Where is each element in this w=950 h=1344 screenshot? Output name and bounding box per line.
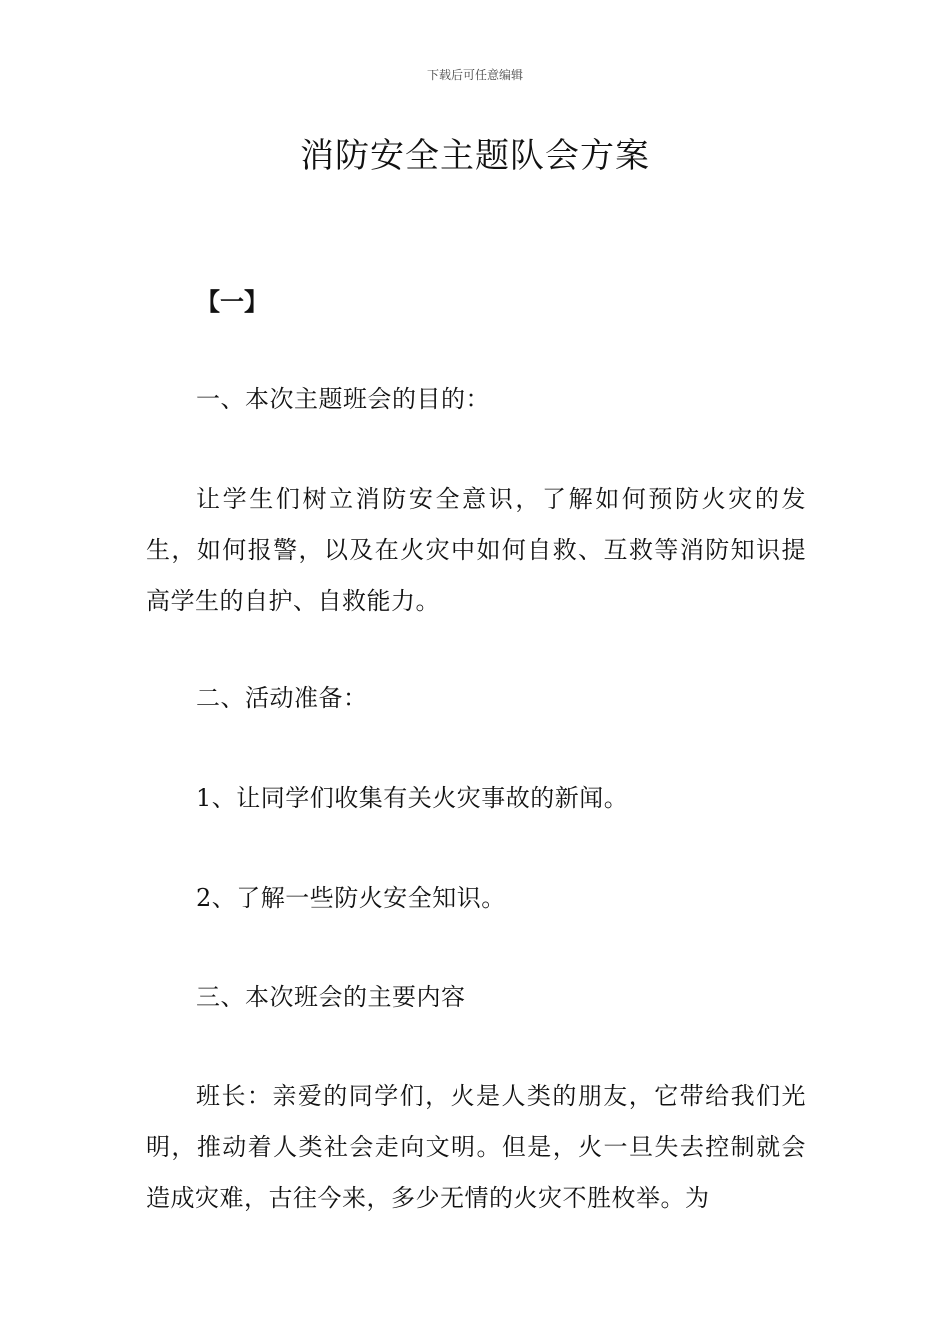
paragraph-purpose: 让学生们树立消防安全意识，了解如何预防火灾的发生，如何报警，以及在火灾中如何自救、互救等消防知识提高学生的自护、自救能力。 bbox=[146, 485, 806, 615]
heading-content: 三、本次班会的主要内容 bbox=[196, 983, 466, 1011]
document-title: 消防安全主题队会方案 bbox=[300, 136, 650, 176]
preparation-item-1: 1、让同学们收集有关火灾事故的新闻。 bbox=[196, 784, 629, 812]
header-note: 下载后可任意编辑 bbox=[426, 68, 523, 82]
preparation-item-2: 2、了解一些防火安全知识。 bbox=[196, 884, 506, 912]
section-mark: 【一】 bbox=[196, 287, 268, 316]
heading-preparation: 二、活动准备： bbox=[196, 684, 368, 712]
heading-purpose: 一、本次主题班会的目的： bbox=[196, 385, 490, 413]
paragraph-monitor-speech: 班长：亲爱的同学们，火是人类的朋友，它带给我们光明，推动着人类社会走向文明。但是，火一旦失去控制就会造成灾难，古往今来，多少无情的火灾不胜枚举。为 bbox=[146, 1082, 806, 1212]
